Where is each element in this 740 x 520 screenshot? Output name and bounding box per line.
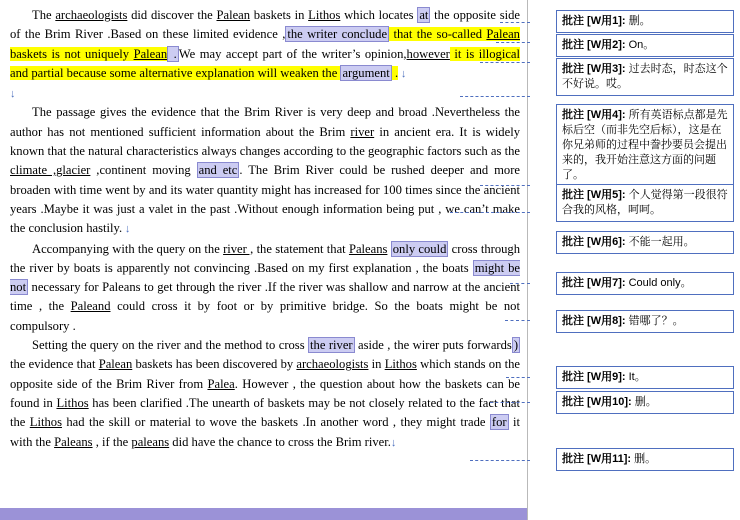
comment-label: 批注 [W用7]: (562, 277, 626, 289)
tracked-change-paren[interactable]: ) (513, 338, 519, 353)
comment-balloon-8[interactable] (556, 310, 734, 333)
comment-leader (496, 42, 530, 43)
comment-text: 过去时态，时态这个不好说。哎。 (562, 63, 728, 90)
comment-leader (510, 283, 530, 284)
comment-label: 批注 [W用6]: (562, 236, 626, 248)
text-run-underline: Paleans (54, 434, 93, 449)
text-run-underline: Lithos (56, 395, 89, 410)
comment-label: 批注 [W用2]: (562, 39, 626, 51)
comment-leader (450, 212, 530, 213)
tracked-change-at[interactable]: at (419, 8, 429, 22)
comment-text: 删。 (634, 453, 657, 465)
paragraph-4[interactable] (10, 336, 520, 453)
tracked-change-period[interactable]: . (169, 46, 177, 61)
comment-text: On。 (628, 39, 655, 51)
comment-text: 不能一起用。 (628, 236, 695, 248)
text-run: did have the chance to cross the Brim river. (169, 434, 391, 449)
text-run: , if the (92, 434, 132, 449)
text-run-underline: river (350, 124, 375, 139)
comment-leader (480, 185, 530, 186)
text-run-underline: Palean (216, 8, 251, 22)
comment-balloon-7[interactable] (556, 272, 734, 295)
paragraph-mark: ↓ (10, 88, 16, 101)
comment-label: 批注 [W用4]: (562, 109, 626, 121)
text-run: ,continent moving (90, 163, 197, 178)
text-run: baskets has been discovered by (132, 357, 297, 372)
tracked-change-the-river[interactable]: the river (310, 338, 353, 353)
comment-balloon-6[interactable] (556, 231, 734, 254)
tracked-change-argument[interactable]: argument (342, 65, 390, 80)
text-run: Accompanying with the query on the (32, 241, 224, 256)
tracked-change-writer-conclude[interactable]: the writer conclude (287, 27, 388, 42)
comment-label: 批注 [W用1]: (562, 15, 626, 27)
comment-leader (506, 377, 530, 378)
text-run-highlight: baskets is not uniquely (10, 46, 134, 61)
paragraph-1[interactable] (10, 6, 520, 84)
text-run-underline: Paleans (348, 241, 388, 256)
comment-label: 批注 [W用8]: (562, 315, 626, 327)
text-run-underline: paleans (131, 434, 170, 449)
text-run: has been clarified .The unearth of baskets may be not closely related to the fact that the (10, 395, 520, 430)
text-run-underline: Palean (98, 357, 133, 372)
comment-leader (460, 96, 530, 97)
comment-balloon-10[interactable] (556, 391, 734, 414)
comment-text: 所有英语标点都是先标后空（而非先空后标），这是在你兄弟师的过程中誊抄要员会提出来的，我开始注意这方面的问题了。 (562, 109, 728, 181)
comment-label: 批注 [W用3]: (562, 63, 626, 75)
text-run: it with the (10, 415, 520, 449)
comment-label: 批注 [W用9]: (562, 371, 626, 383)
text-run-highlight: Palean (486, 27, 520, 42)
comment-balloon-2[interactable] (556, 34, 734, 57)
comment-label: 批注 [W用5]: (562, 189, 626, 201)
comment-text: 删。 (628, 15, 651, 27)
text-run-underline: river , (223, 241, 254, 256)
text-run: could cross it by foot or by primitive bridge. So the boats might be not compulsory . (10, 299, 520, 333)
comment-balloon-11[interactable] (556, 448, 734, 471)
comment-leader (500, 22, 530, 23)
text-run-underline: Lithos (308, 8, 341, 22)
text-run: baskets in (250, 8, 309, 22)
text-run: cross through the river by boats is apparently not convincing .Based on my first explanation , the boats (10, 241, 521, 275)
comment-leader (505, 320, 530, 321)
comment-text: 错哪了？。 (628, 315, 684, 327)
paragraph-3[interactable] (10, 240, 520, 336)
text-run: The (32, 8, 56, 22)
text-run: . The Brim River could be rushed deeper and more broaden with time went by and its water quantity might has increased for 100 times since the ancient years .Maybe it was just a valet in the past .Without enough information being put , we can’t make the conclusion hastily. (10, 163, 521, 236)
text-run: the statement that (253, 241, 349, 256)
tracked-change-might-be-not[interactable]: might be not (10, 260, 520, 295)
text-run-highlight: . (391, 65, 399, 80)
text-run: Setting the query on the river and the method to cross (32, 338, 309, 353)
text-run: aside , the wirer puts forwards (354, 338, 512, 353)
text-run: in (368, 357, 385, 372)
selection-highlight-bar (0, 508, 527, 520)
text-run-highlight: that the so-called (389, 27, 487, 42)
text-run: the evidence that (10, 357, 99, 372)
comment-leader (490, 402, 530, 403)
text-run: necessary for Paleans to get through the river .If the river was shallow and narrow at the ancient time , the (10, 280, 520, 314)
comment-balloon-3[interactable] (556, 58, 734, 96)
comment-label: 批注 [W用10]: (562, 396, 632, 408)
comment-text: It。 (628, 371, 646, 383)
text-run: We may accept part of the writer’s opinion, (178, 46, 407, 61)
text-run-underline: Lithos (29, 415, 62, 430)
comment-leader (470, 460, 530, 461)
comment-text: 个人觉得第一段很符合我的风格，呵呵。 (562, 189, 728, 216)
text-run-underline: climate ,glacier (10, 163, 91, 178)
text-run-highlight: it is illogical and partial because some alternative explanation will weaken the (10, 46, 520, 80)
tracked-change-only-could[interactable]: only could (392, 241, 447, 256)
paragraph-mark: ↓ (390, 436, 397, 449)
comment-balloon-1[interactable] (556, 10, 734, 33)
text-run: which locates (340, 8, 418, 22)
text-run: did discover the (127, 8, 217, 22)
text-run: The passage gives the evidence that the Brim River is very deep and broad .Nevertheless the author has not mentioned sufficient information about the Brim (10, 105, 520, 139)
comment-balloon-4[interactable] (556, 104, 734, 187)
comment-pane[interactable] (528, 0, 740, 520)
comment-label: 批注 [W用11]: (562, 453, 632, 465)
text-run: the opposite side of the Brim River .Based on these limited evidence , (10, 8, 520, 42)
text-run-underline: Palea (207, 376, 235, 391)
tracked-change-and-etc[interactable]: and etc (198, 163, 238, 178)
text-run-underline: archaeologists (55, 8, 128, 22)
comment-leader (480, 62, 530, 63)
paragraph-mark: ↓ (122, 223, 131, 236)
text-run: which stands on the opposite side of the Brim River from (10, 357, 521, 391)
text-run-underline: Lithos (384, 357, 417, 372)
text-run-underline: however (406, 46, 450, 61)
comment-balloon-5[interactable] (556, 184, 734, 222)
comment-text: Could only。 (628, 277, 692, 289)
comment-balloon-9[interactable] (556, 366, 734, 389)
text-run: in ancient era. It is widely known that the natural characteristics always changes according to the geographic factors such as the (10, 124, 520, 159)
text-run-underline: archaeologists (296, 357, 369, 372)
paragraph-mark: ↓ (398, 67, 407, 80)
text-run: had the skill or material to wove the baskets .In another word , they might trade (61, 415, 490, 430)
paragraph-2[interactable] (10, 103, 520, 239)
tracked-change-for[interactable]: for (491, 415, 507, 430)
text-run-underline: Paleand (70, 299, 111, 314)
text-run-highlight: Palean (133, 46, 168, 61)
comment-text: 删。 (634, 396, 657, 408)
text-run: . However , the question about how the baskets can be found in (10, 376, 520, 410)
empty-line (10, 84, 520, 103)
